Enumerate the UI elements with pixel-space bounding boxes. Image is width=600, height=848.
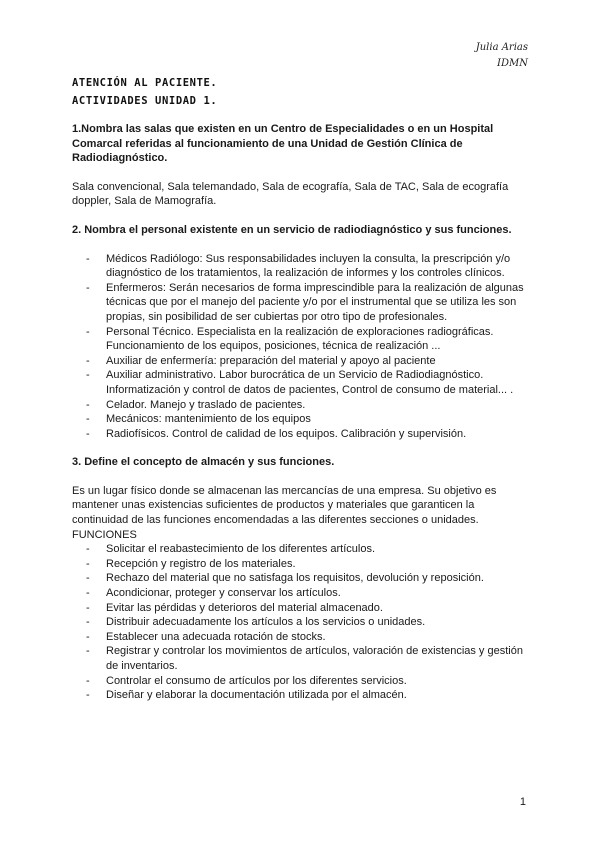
author-name: Julia Arias	[475, 42, 528, 53]
staff-list	[72, 252, 528, 442]
list-item: - Evitar las pérdidas y deterioros del material almacenado.	[72, 601, 528, 616]
document-body	[72, 122, 528, 717]
author-signature	[476, 40, 528, 72]
question-1: 1.Nombra las salas que existen en un Centro de Especialidades o en un Hospital Comarcal referidas al funcionamiento de una Unidad de Gestión Clínica de Radiodiagnóstico.	[72, 123, 494, 165]
functions-list	[72, 542, 528, 703]
list-item: - Auxiliar administrativo. Labor burocrática de un Servicio de Radiodiagnóstico. Informatización y control de datos de pacientes, Control de consumo de material... .	[72, 368, 528, 397]
funciones-label: FUNCIONES	[72, 528, 137, 541]
list-item: - Auxiliar de enfermería: preparación del material y apoyo al paciente	[72, 354, 528, 369]
list-item: - Registrar y controlar los movimientos de artículos, valoración de existencias y gestión de inventarios.	[72, 644, 528, 673]
list-item: - Médicos Radiólogo: Sus responsabilidades incluyen la consulta, la prescripción y/o diagnóstico de los tratamientos, la realización de informes y los controles clínicos.	[72, 252, 528, 281]
list-item: - Personal Técnico. Especialista en la realización de exploraciones radiográficas. Funcionamiento de los equipos, posiciones, técnica de realización ...	[72, 325, 528, 354]
list-item: - Radiofísicos. Control de calidad de los equipos. Calibración y supervisión.	[72, 427, 528, 442]
question-2: 2. Nombra el personal existente en un servicio de radiodiagnóstico y sus funciones.	[72, 223, 512, 236]
title-line-1: ATENCIÓN AL PACIENTE.	[72, 77, 218, 89]
list-item: - Rechazo del material que no satisfaga los requisitos, devolución y reposición.	[72, 571, 528, 586]
author-group: IDMN	[497, 58, 528, 69]
page-number: 1	[519, 796, 526, 808]
list-item: - Recepción y registro de los materiales.	[72, 557, 528, 572]
document-title	[72, 74, 217, 110]
list-item: - Distribuir adecuadamente los artículos a los servicios o unidades.	[72, 615, 528, 630]
list-item: - Diseñar y elaborar la documentación utilizada por el almacén.	[72, 688, 528, 703]
answer-1: Sala convencional, Sala telemandado, Sala de ecografía, Sala de TAC, Sala de ecografía doppler, Sala de Mamografía.	[72, 180, 509, 208]
list-item: - Mecánicos: mantenimiento de los equipos	[72, 412, 528, 427]
list-item: - Enfermeros: Serán necesarios de forma imprescindible para la realización de algunas técnicas que por el manejo del paciente y/o por el instrumental que se utiliza les son propias, sin posibilidad de ser cubiertas por otro tipo de profesionales.	[72, 281, 528, 325]
list-item: - Celador. Manejo y traslado de pacientes.	[72, 398, 528, 413]
list-item: - Controlar el consumo de artículos por los diferentes servicios.	[72, 674, 528, 689]
answer-3: Es un lugar físico donde se almacenan las mercancías de una empresa. Su objetivo es mantener unas existencias suficientes de productos y materiales que garanticen la continuidad de las funciones encomendadas a las diferentes secciones o unidades.	[72, 484, 497, 527]
list-item: - Solicitar el reabastecimiento de los diferentes artículos.	[72, 542, 528, 557]
list-item: - Establecer una adecuada rotación de stocks.	[72, 630, 528, 645]
list-item: - Acondicionar, proteger y conservar los artículos.	[72, 586, 528, 601]
title-line-2: ACTIVIDADES UNIDAD 1.	[72, 95, 218, 107]
question-3: 3. Define el concepto de almacén y sus funciones.	[72, 456, 335, 469]
